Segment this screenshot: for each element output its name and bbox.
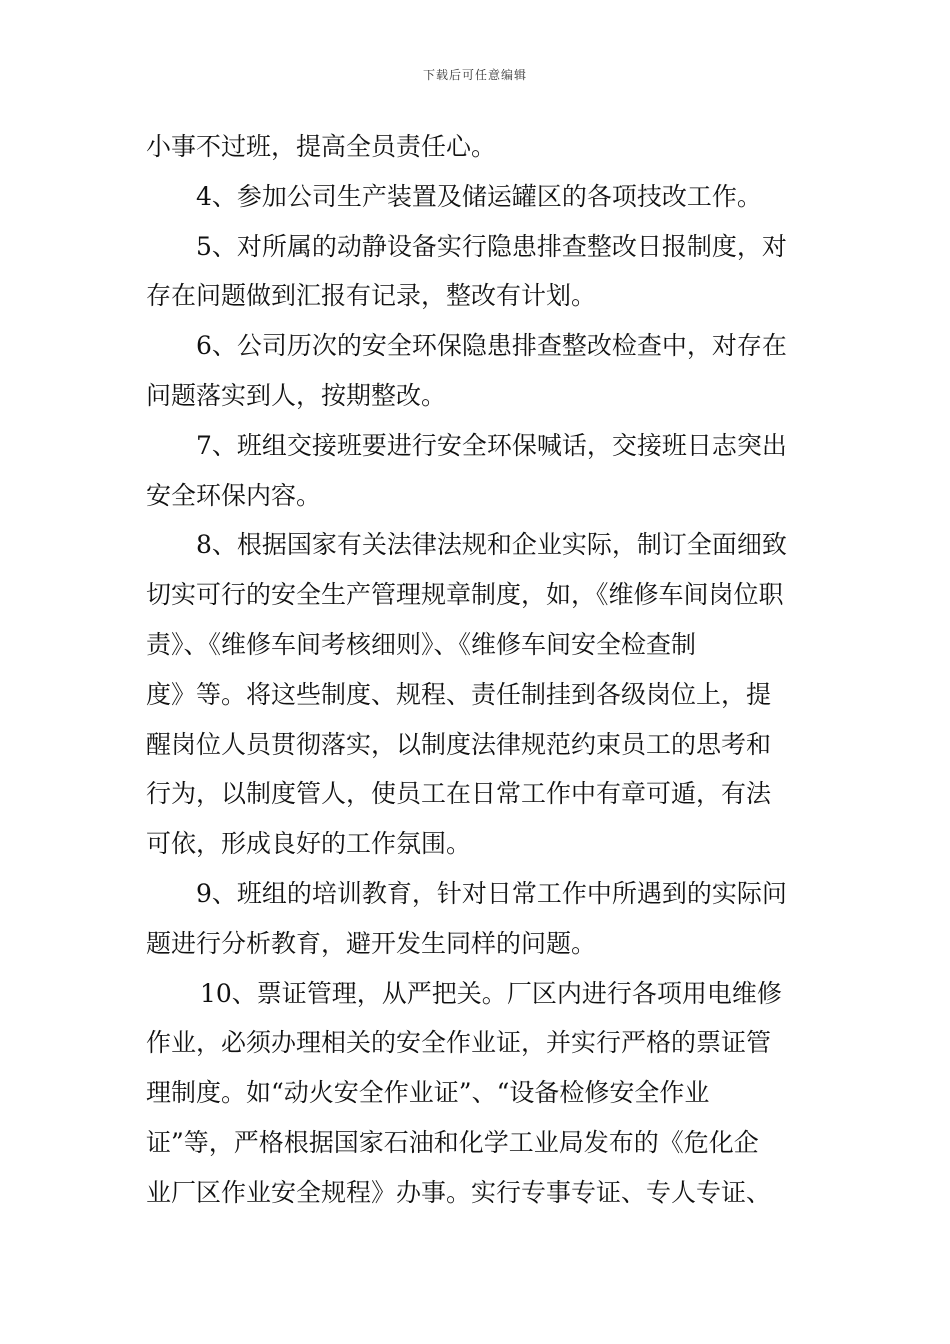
text-line: 责》、《维修车间考核细则》、《维修车间安全检查制 <box>146 629 697 659</box>
text-line: 4、参加公司生产装置及储运罐区的各项技改工作。 <box>196 181 762 211</box>
text-line: 可依，形成良好的工作氛围。 <box>146 829 472 859</box>
text-line: 8、根据国家有关法律法规和企业实际，制订全面细致 <box>196 530 787 560</box>
header-note: 下载后可任意编辑 <box>422 68 527 82</box>
text-line: 醒岗位人员贯彻落实，以制度法律规范约束员工的思考和 <box>146 729 772 759</box>
body-text <box>146 122 806 1218</box>
text-line: 存在问题做到汇报有记录，整改有计划。 <box>146 281 597 311</box>
text-line: 切实可行的安全生产管理规章制度，如，《维修车间岗位职 <box>146 580 784 610</box>
text-line: 5、对所属的动静设备实行隐患排查整改日报制度，对 <box>196 231 787 261</box>
text-line: 6、公司历次的安全环保隐患排查整改检查中，对存在 <box>196 331 787 361</box>
text-line: 问题落实到人，按期整改。 <box>146 380 447 410</box>
text-line: 证”等，严格根据国家石油和化学工业局发布的《危化企 <box>146 1127 759 1157</box>
text-line: 安全环保内容。 <box>146 480 322 510</box>
text-line: 10、票证管理，从严把关。厂区内进行各项用电维修 <box>200 978 782 1008</box>
text-line: 小事不过班，提高全员责任心。 <box>146 132 497 161</box>
text-line: 理制度。如“动火安全作业证”、“设备检修安全作业 <box>146 1078 710 1108</box>
text-line: 9、班组的培训教育，针对日常工作中所遇到的实际问 <box>196 878 787 908</box>
text-line: 题进行分析教育，避开发生同样的问题。 <box>146 928 597 958</box>
text-line: 作业，必须办理相关的安全作业证，并实行严格的票证管 <box>146 1028 772 1058</box>
text-line: 行为，以制度管人，使员工在日常工作中有章可遁，有法 <box>146 779 772 809</box>
text-line: 度》等。将这些制度、规程、责任制挂到各级岗位上，提 <box>146 679 772 709</box>
text-line: 业厂区作业安全规程》办事。实行专事专证、专人专证、 <box>146 1177 772 1207</box>
text-line: 7、班组交接班要进行安全环保喊话，交接班日志突出 <box>196 430 787 460</box>
